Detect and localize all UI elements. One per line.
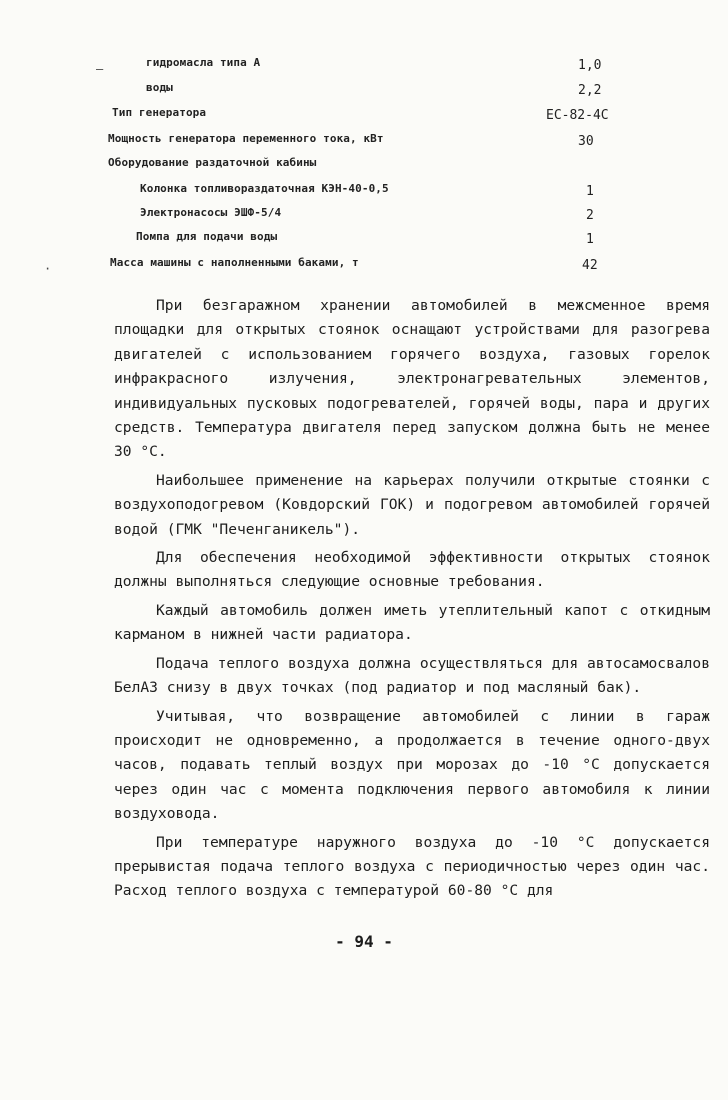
spec-row xyxy=(0,81,728,105)
spec-row xyxy=(0,156,728,180)
spec-value: 1 xyxy=(586,184,594,199)
paragraph: Учитывая, что возвращение автомобилей с линии в гараж происходит не одновременно, а продолжается в течение одного-двух часов, подавать теплый воздух при морозах до -10 °С допускается через один час с момента подключения первого автомобиля к линии воздуховода. xyxy=(114,707,710,823)
spec-label: воды xyxy=(146,81,173,94)
paragraph: При температуре наружного воздуха до -10 °С допускается прерывистая подача теплого воздуха с периодичностью через один час. Расход теплого воздуха с температурой 60-80 °С для xyxy=(114,833,710,900)
spec-value: 42 xyxy=(582,258,598,273)
spec-value: 2 xyxy=(586,208,594,223)
spec-row xyxy=(0,256,728,280)
margin-mark-top: – xyxy=(96,62,104,76)
paragraph: Каждый автомобиль должен иметь утеплительный капот с откидным карманом в нижней части радиатора. xyxy=(114,601,710,644)
paragraph: Подача теплого воздуха должна осуществляться для автосамосвалов БелАЗ снизу в двух точках (под радиатор и под масляный бак). xyxy=(114,654,710,697)
spec-row xyxy=(0,230,728,254)
spec-label: Оборудование раздаточной кабины xyxy=(108,156,317,169)
spec-value: 1 xyxy=(586,232,594,247)
spec-value: 1,0 xyxy=(578,58,602,73)
margin-mark-left: · xyxy=(44,262,52,276)
spec-row xyxy=(0,132,728,156)
spec-value: ЕС-82-4С xyxy=(546,108,609,123)
paragraph: Для обеспечения необходимой эффективности открытых стоянок должны выполняться следующие основные требования. xyxy=(114,549,710,591)
spec-row xyxy=(0,182,728,206)
paragraph: При безгаражном хранении автомобилей в межсменное время площадки для открытых стоянок оснащают устройствами для разогрева двигателей с использованием горячего воздуха, газовых горелок инфракрасного излучения, электронагревательных элементов, индивидуальных пусковых подогревателей, горячей воды, пара и других средств. Температура двигателя перед запуском должна быть не менее 30 °С. xyxy=(114,297,710,461)
spec-label: Электронасосы ЭШФ-5/4 xyxy=(140,206,282,219)
spec-label: Помпа для подачи воды xyxy=(136,230,278,243)
spec-label: Колонка топливораздаточная КЭН-40-0,5 xyxy=(140,182,389,195)
spec-value: 30 xyxy=(578,134,594,149)
spec-row xyxy=(0,56,728,80)
spec-label: гидромасла типа А xyxy=(146,56,261,69)
paragraph: Наибольшее применение на карьерах получили открытые стоянки с воздухоподогревом (Ковдорский ГОК) и подогревом автомобилей горячей водой (ГМК "Печенганикель"). xyxy=(114,471,710,538)
spec-row xyxy=(0,206,728,230)
spec-value: 2,2 xyxy=(578,83,602,98)
body-text xyxy=(114,294,710,908)
spec-row xyxy=(0,106,728,130)
spec-label: Масса машины с наполненными баками, т xyxy=(110,256,359,269)
page-number: - 94 - xyxy=(335,932,393,951)
spec-label: Тип генератора xyxy=(112,106,207,119)
spec-label: Мощность генератора переменного тока, кВт xyxy=(108,132,384,145)
